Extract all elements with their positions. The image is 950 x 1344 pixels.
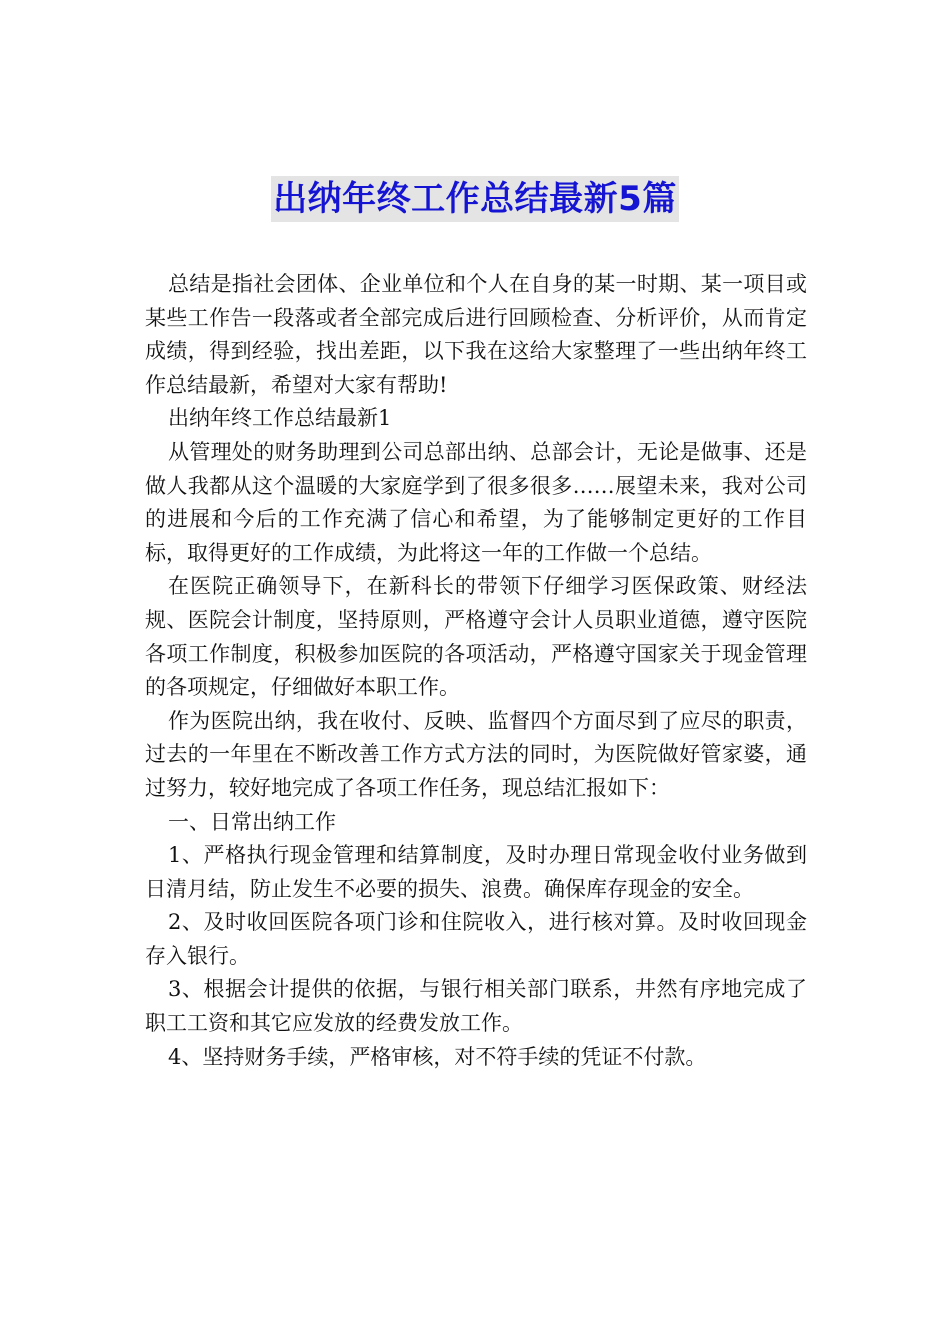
document-title: 出纳年终工作总结最新5篇 [271,176,679,222]
body-paragraph: 在医院正确领导下，在新科长的带领下仔细学习医保政策、财经法规、医院会计制度，坚持原则，严格遵守会计人员职业道德，遵守医院各项工作制度，积极参加医院的各项活动，严格遵守国家关于现金管理的各项规定，仔细做好本职工作。 [145,574,807,700]
subsection-heading: 一、日常出纳工作 [168,809,336,834]
body-paragraph: 作为医院出纳，我在收付、反映、监督四个方面尽到了应尽的职责，过去的一年里在不断改善工作方式方法的同时，为医院做好管家婆，通过努力，较好地完成了各项工作任务，现总结汇报如下： [145,708,807,800]
title-area [0,176,950,222]
list-item: 4、坚持财务手续，严格审核，对不符手续的凭证不付款。 [168,1044,707,1069]
list-item: 3、根据会计提供的依据，与银行相关部门联系，井然有序地完成了职工工资和其它应发放的经费发放工作。 [145,977,807,1036]
document-body [145,268,807,1074]
list-item: 1、严格执行现金管理和结算制度，及时办理日常现金收付业务做到日清月结，防止发生不必要的损失、浪费。确保库存现金的安全。 [145,843,807,901]
section-heading: 出纳年终工作总结最新1 [168,406,392,431]
intro-paragraph: 总结是指社会团体、企业单位和个人在自身的某一时期、某一项目或某些工作告一段落或者全部完成后进行回顾检查、分析评价，从而肯定成绩，得到经验，找出差距，以下我在这给大家整理了一些出纳年终工作总结最新，希望对大家有帮助! [145,272,807,397]
list-item: 2、及时收回医院各项门诊和住院收入，进行核对算。及时收回现金存入银行。 [145,910,807,968]
body-paragraph: 从管理处的财务助理到公司总部出纳、总部会计，无论是做事、还是做人我都从这个温暖的大家庭学到了很多很多……展望未来，我对公司的进展和今后的工作充满了信心和希望，为了能够制定更好的工作目标，取得更好的工作成绩，为此将这一年的工作做一个总结。 [145,439,807,565]
